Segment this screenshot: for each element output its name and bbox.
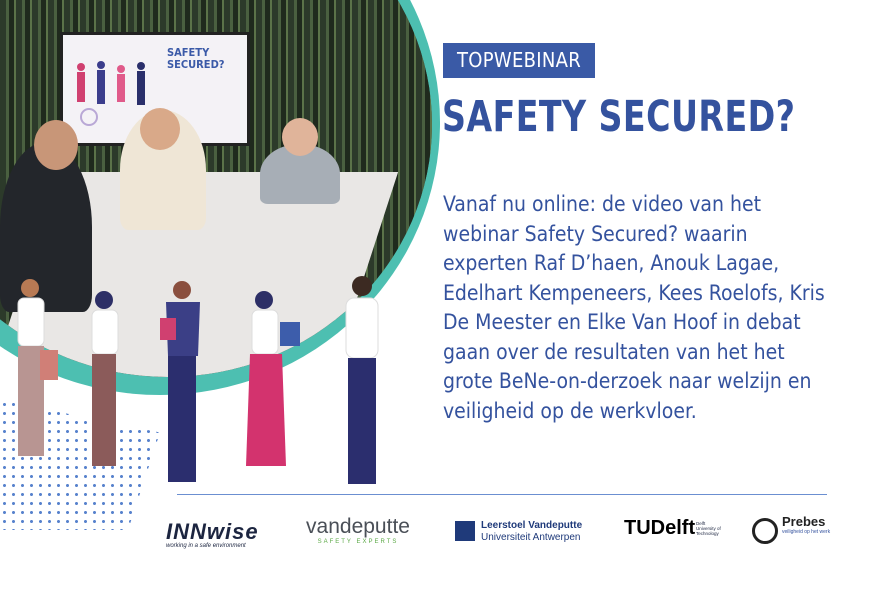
uantwerpen-icon [455, 521, 475, 541]
leerstoel-line-2: Universiteit Antwerpen [481, 532, 581, 543]
innwise-name: INNwise [166, 519, 259, 544]
screen-title-line-1: SAFETY [167, 46, 210, 59]
vandeputte-name: vandeputte [306, 515, 410, 538]
panelist-man-head [282, 118, 318, 156]
leerstoel-line-1: Leerstoel Vandeputte [481, 520, 583, 531]
leerstoel-logo[interactable] [455, 520, 595, 544]
panelist-foreground-head [34, 120, 78, 170]
tudelft-sub: Delft University of Technology [696, 521, 721, 536]
vandeputte-logo[interactable] [302, 515, 414, 545]
prebes-icon [752, 518, 778, 544]
tudelft-logo[interactable] [624, 517, 724, 540]
innwise-logo[interactable] [166, 519, 266, 549]
divider [177, 494, 827, 495]
innwise-tagline: working in a safe environment [166, 543, 246, 549]
screen-title-line-2: SECURED? [167, 58, 225, 71]
tudelft-name: TUDelft [624, 517, 696, 539]
screen-title [167, 47, 237, 71]
vandeputte-tagline: SAFETY EXPERTS [317, 539, 399, 545]
prebes-sub: veiligheid op het werk [782, 529, 831, 535]
description: Vanaf nu online: de video van het webinar Safety Secured? waarin experten Raf D’haen, Anouk Lagae, Edelhart Kempeneers, Kees Roelofs, Kris De Meester en Elke Van Hoof in debat gaan over de resultaten van het het grote BeNe-on-derzoek naar welzijn en veiligheid op de werkvloer. [443, 192, 825, 423]
hero-image [0, 0, 420, 520]
topwebinar-badge: TOPWEBINAR [443, 43, 595, 78]
prebes-name: Prebes [782, 514, 826, 529]
people-illustration [0, 270, 410, 500]
panelist-woman-head [140, 108, 180, 150]
prebes-logo[interactable] [752, 514, 832, 535]
headline: SAFETY SECURED? [442, 92, 796, 142]
